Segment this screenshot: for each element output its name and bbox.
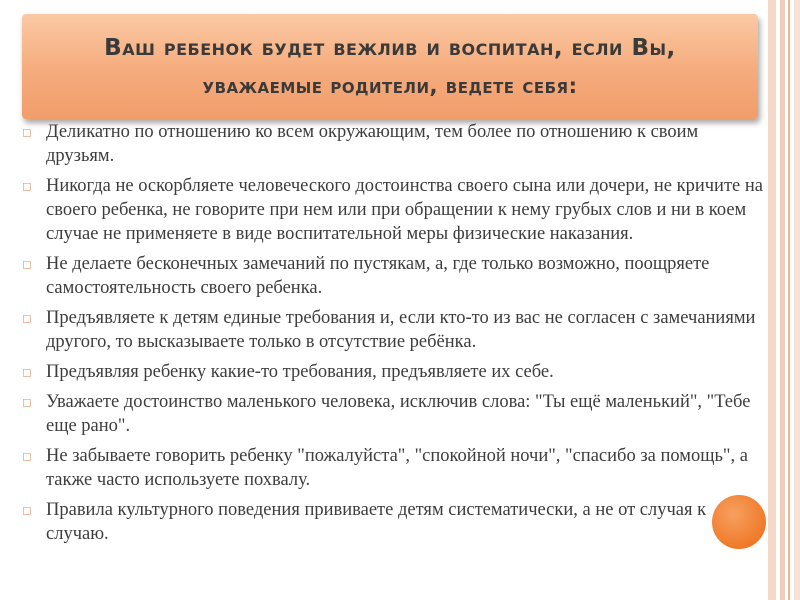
list-item-text: Не забываете говорить ребенку "пожалуйста", "спокойной ночи", "спасибо за помощь", а также часто используете похвалу. bbox=[46, 446, 748, 490]
slide-title-line-2: уважаемые родители, ведете себя: bbox=[202, 73, 578, 98]
decorative-stripe bbox=[788, 0, 790, 600]
bullet-marker-icon: ◻ bbox=[22, 449, 32, 463]
list-item-text: Не делаете бесконечных замечаний по пустякам, а, где только возможно, поощряете самостоятельность своего ребенка. bbox=[46, 254, 710, 298]
list-item bbox=[20, 120, 770, 168]
bullet-marker-icon: ◻ bbox=[22, 503, 32, 517]
list-item-text: Никогда не оскорбляете человеческого достоинства своего сына или дочери, не кричите на своего ребенка, не говорите при нем или при обращении к нему грубых слов и ни в коем случае не применяете в виде воспитательной меры физические наказания. bbox=[46, 176, 763, 244]
decorative-orange-circle bbox=[712, 495, 766, 549]
list-item bbox=[20, 252, 770, 300]
list-item bbox=[20, 174, 770, 246]
slide-title-box bbox=[22, 14, 758, 119]
list-item-text: Деликатно по отношению ко всем окружающим, тем более по отношению к своим друзьям. bbox=[46, 122, 699, 166]
list-item-text: Правила культурного поведения прививаете детям систематически, а не от случая к случаю. bbox=[46, 500, 707, 544]
decorative-stripe bbox=[794, 0, 800, 600]
list-item bbox=[20, 306, 770, 354]
list-item-text: Предъявляете к детям единые требования и, если кто-то из вас не согласен с замечаниями другого, то высказываете только в отсутствие ребёнка. bbox=[46, 308, 756, 352]
bullet-marker-icon: ◻ bbox=[22, 125, 32, 139]
bullet-marker-icon: ◻ bbox=[22, 257, 32, 271]
list-item bbox=[20, 444, 770, 492]
decorative-stripe bbox=[780, 0, 785, 600]
slide-title-line-1: Ваш ребенок будет вежлив и воспитан, если Вы, bbox=[104, 34, 676, 61]
bullet-marker-icon: ◻ bbox=[22, 395, 32, 409]
list-item-text: Предъявляя ребенку какие-то требования, предъявляете их себе. bbox=[46, 362, 554, 382]
list-item bbox=[20, 498, 770, 546]
bullet-list bbox=[20, 120, 770, 552]
list-item bbox=[20, 390, 770, 438]
list-item-text: Уважаете достоинство маленького человека, исключив слова: "Ты ещё маленький", "Тебе еще рано". bbox=[46, 392, 751, 436]
bullet-marker-icon: ◻ bbox=[22, 179, 32, 193]
bullet-marker-icon: ◻ bbox=[22, 311, 32, 325]
list-item bbox=[20, 360, 770, 384]
bullet-marker-icon: ◻ bbox=[22, 365, 32, 379]
